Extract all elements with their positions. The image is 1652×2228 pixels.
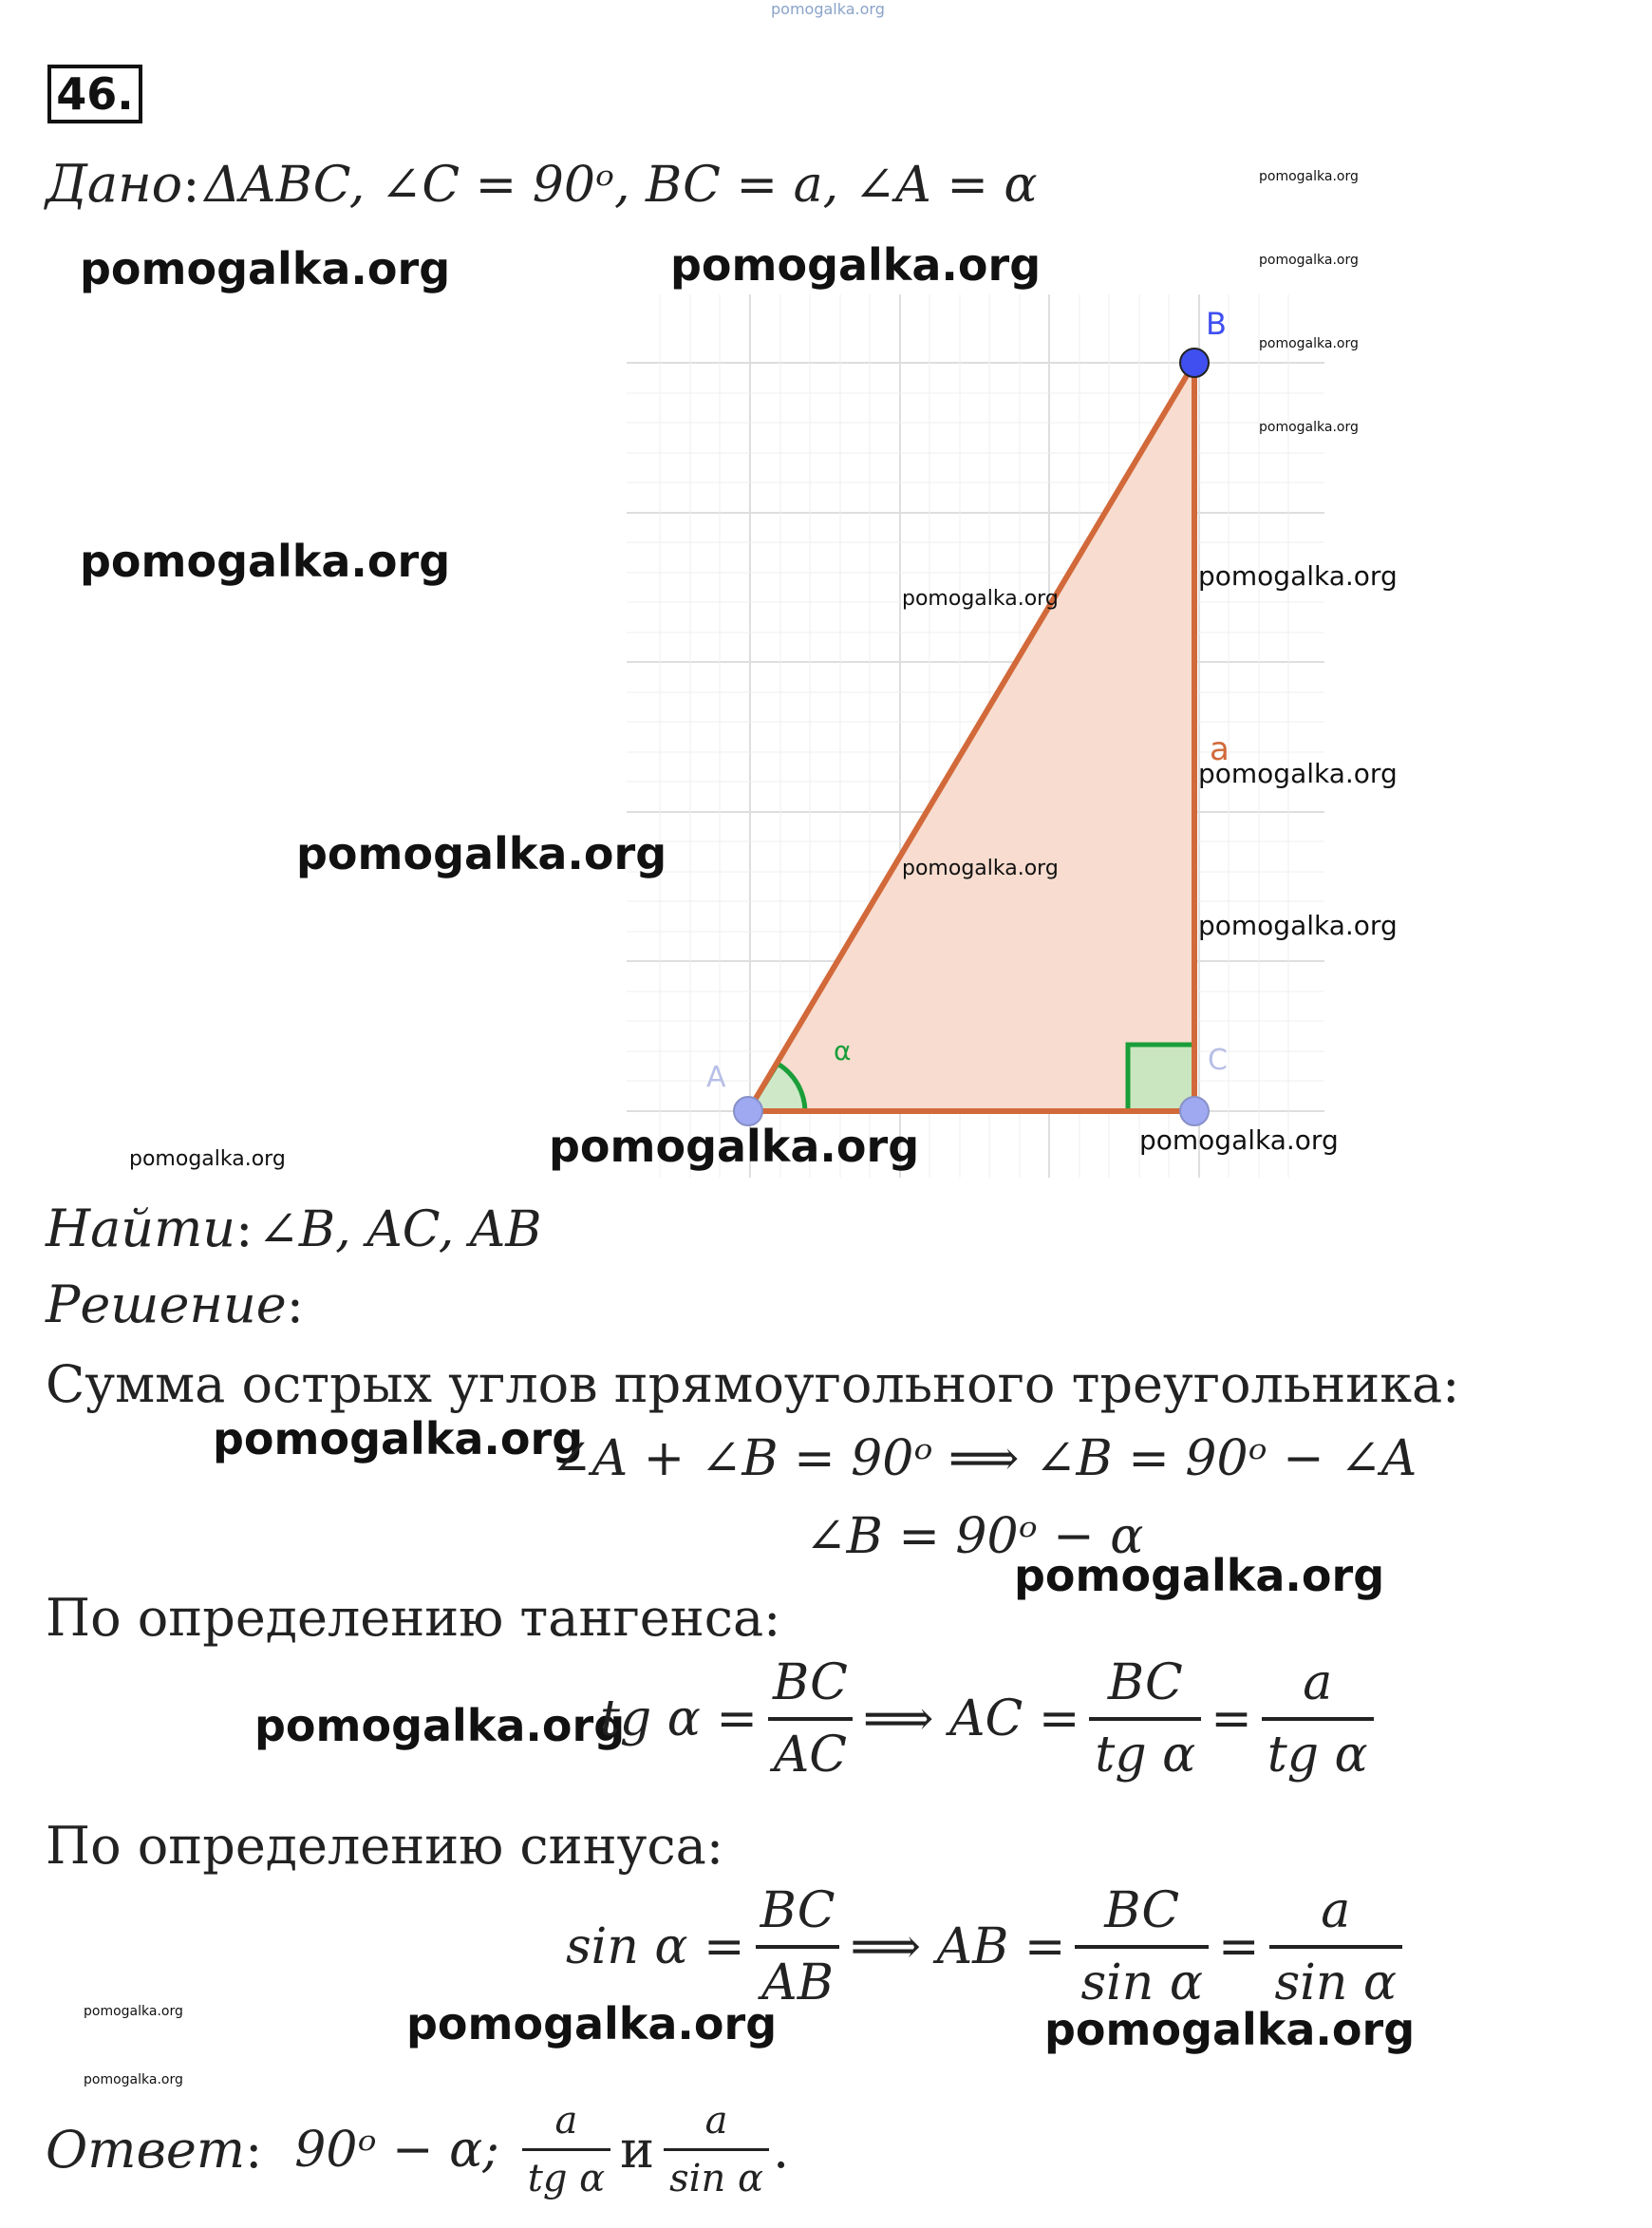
tan-fraction-2 [1089,1654,1201,1784]
watermark: pomogalka.org [80,243,451,294]
answer-fraction-2 [664,2099,769,2200]
watermark: pomogalka.org [80,536,451,587]
tangent-text: По определению тангенса: [46,1588,781,1648]
fraction-denominator: tg α [522,2148,610,2200]
watermark-top: pomogalka.org [771,0,885,18]
tan-fraction-1 [767,1654,854,1784]
fraction-denominator: sin α [1075,1945,1208,2011]
watermark: pomogalka.org [1198,758,1398,789]
tan-mid: ⟹ AC = [862,1690,1080,1747]
point-b [1180,349,1209,377]
watermark: pomogalka.org [84,2004,183,2019]
watermark: pomogalka.org [1014,1550,1385,1601]
sin-fraction-3 [1269,1882,1402,2011]
answer-label: Ответ [46,2120,246,2180]
answer-fraction-1 [522,2099,610,2200]
label-side-a: a [1210,730,1230,768]
tangent-equation [600,1654,1383,1784]
fraction-numerator: BC [772,1654,848,1711]
watermark: pomogalka.org [1259,420,1359,435]
fraction-denominator: AC [768,1717,853,1784]
label-c: C [1208,1044,1228,1077]
fraction-denominator: AB [756,1945,839,2011]
fraction-denominator: sin α [664,2148,769,2200]
given-line: Дано: ΔABC, ∠C = 90ᵒ, BC = a, ∠A = α [46,154,1038,214]
fraction-numerator: BC [1107,1654,1183,1711]
point-c [1180,1097,1209,1125]
watermark: pomogalka.org [254,1700,626,1751]
fraction-numerator: BC [760,1882,835,1939]
triangle-diagram [627,294,1329,1178]
watermark: pomogalka.org [84,2072,183,2087]
fraction-numerator: a [554,2099,578,2143]
sin-left: sin α = [566,1918,745,1975]
find-line: Найти: ∠B, AC, AB [46,1199,542,1258]
watermark: pomogalka.org [902,857,1059,880]
sin-mid: ⟹ AB = [850,1918,1066,1975]
label-b: B [1206,306,1227,342]
sin-fraction-1 [755,1882,841,2011]
sine-text: По определению синуса: [46,1816,724,1876]
sum-text: Сумма острых углов прямоугольного треугольника: [46,1354,1460,1414]
label-angle: α [834,1035,852,1067]
fraction-denominator: sin α [1269,1945,1402,2011]
fraction-numerator: a [704,2099,728,2143]
watermark: pomogalka.org [129,1147,286,1171]
fraction-numerator: a [1321,1882,1351,1939]
answer-line: Ответ : 90ᵒ − α; $\frac{a}{\text{tg α}}$ и $\frac{a}{\text{sin α}}$ . [46,2099,790,2200]
watermark: pomogalka.org [1139,1124,1339,1156]
label-a: A [706,1061,726,1094]
sin-fraction-2 [1075,1882,1208,2011]
fraction-numerator: a [1303,1654,1333,1711]
answer-part-1: 90ᵒ − α; [294,2121,499,2179]
equation-angle-sum: ∠A + ∠B = 90ᵒ ⟹ ∠B = 90ᵒ − ∠A [551,1430,1417,1487]
answer-conjunction: и [620,2120,655,2180]
watermark: pomogalka.org [1259,253,1359,268]
given-label: Дано [46,154,183,214]
watermark: pomogalka.org [1259,169,1359,184]
watermark: pomogalka.org [1044,2004,1416,2055]
tan-left: tg α = [600,1690,758,1747]
watermark: pomogalka.org [670,239,1042,291]
sin-equals: = [1217,1918,1260,1975]
find-text: ∠B, AC, AB [257,1201,542,1258]
watermark: pomogalka.org [406,1998,778,2049]
answer-end: . [772,2120,790,2180]
solution-line: Решение: [46,1274,304,1334]
find-label: Найти [46,1199,236,1258]
solution-label: Решение [46,1274,287,1334]
watermark: pomogalka.org [549,1121,920,1172]
sine-equation [566,1882,1412,2011]
fraction-denominator: tg α [1262,1717,1374,1784]
watermark: pomogalka.org [296,828,667,879]
fraction-denominator: tg α [1089,1717,1201,1784]
watermark: pomogalka.org [1198,910,1398,941]
tan-fraction-3 [1262,1654,1374,1784]
watermark: pomogalka.org [902,587,1059,611]
watermark: pomogalka.org [1259,336,1359,351]
watermark: pomogalka.org [213,1413,584,1464]
given-text: ΔABC, ∠C = 90ᵒ, BC = a, ∠A = α [204,157,1038,214]
equation-angle-b: ∠B = 90ᵒ − α [805,1508,1144,1565]
tan-equals: = [1211,1690,1252,1747]
problem-number: 46. [47,65,142,123]
fraction-numerator: BC [1104,1882,1180,1939]
watermark: pomogalka.org [1198,560,1398,592]
